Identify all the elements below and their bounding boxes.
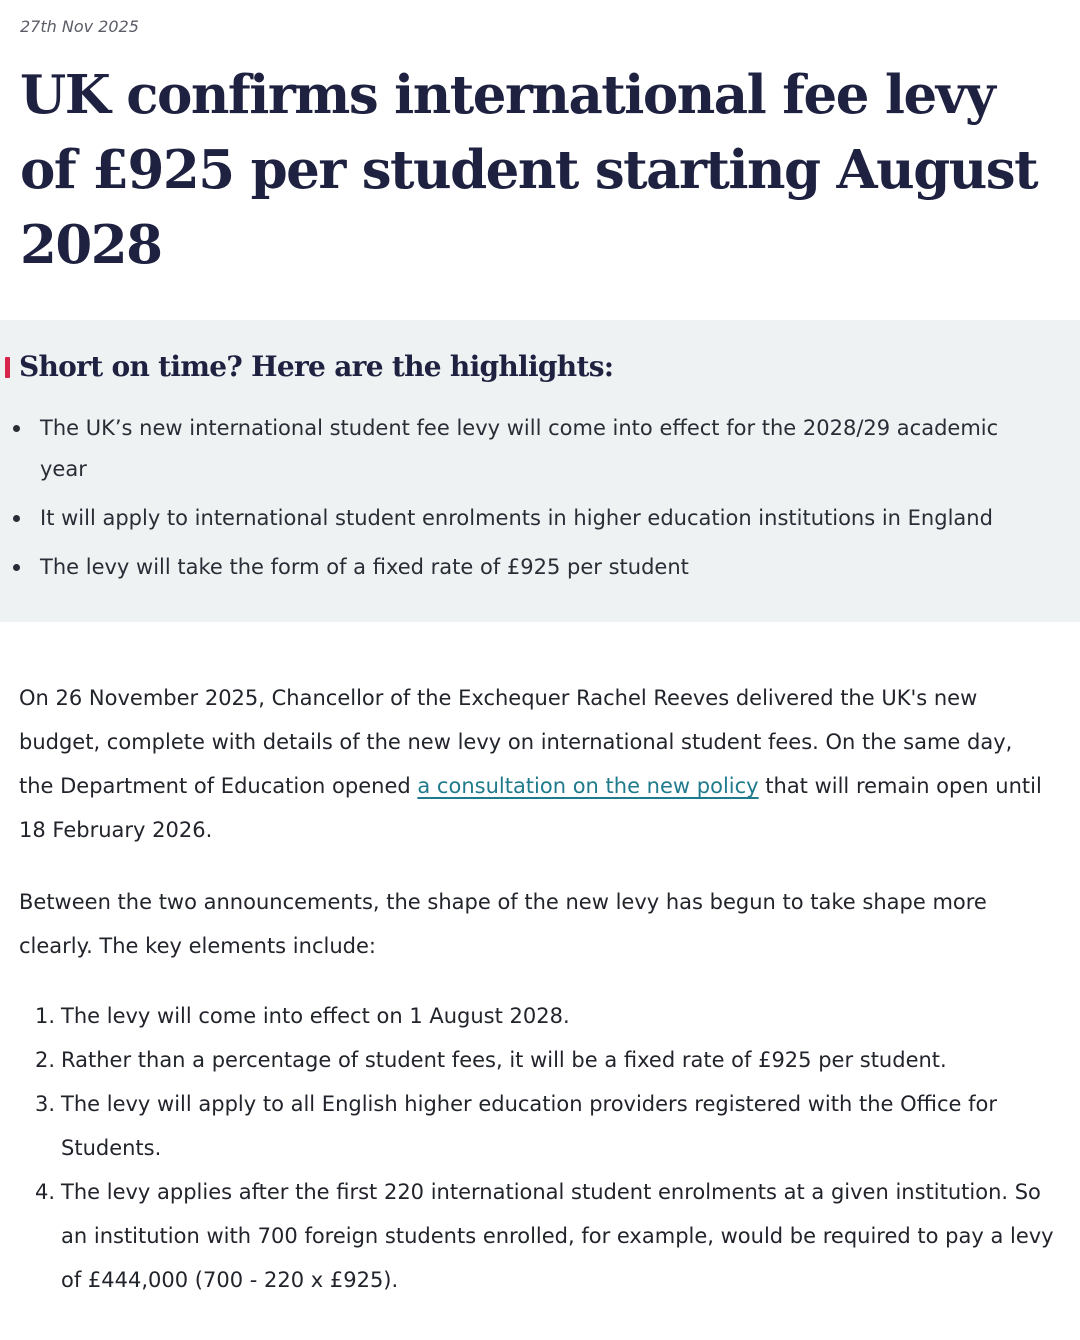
item-number: 2. bbox=[35, 1048, 56, 1072]
highlight-text: It will apply to international student enrolments in higher education institutions in England bbox=[40, 506, 993, 530]
bullet-icon bbox=[13, 515, 20, 522]
highlight-item bbox=[0, 498, 1030, 539]
bullet-icon bbox=[13, 564, 20, 571]
item-text: The levy applies after the first 220 international student enrolments at a given institution. So an institution with 700 foreign students enrolled, for example, would be required to pay a levy of £444,000 (700 - 220 x £925). bbox=[61, 1180, 1054, 1292]
key-element-item bbox=[0, 1082, 1061, 1170]
key-element-item bbox=[0, 1170, 1061, 1302]
accent-bar bbox=[5, 357, 10, 378]
key-elements-list bbox=[0, 994, 1080, 1302]
item-number: 4. bbox=[35, 1180, 56, 1204]
p1-text-before: On 26 November 2025, Chancellor of the Exchequer Rachel Reeves delivered the UK's new budget, complete with details of the new levy on international student fees. On the same day, the Department of Education opened bbox=[19, 686, 1013, 798]
body-paragraph-1 bbox=[19, 676, 1049, 852]
highlight-item bbox=[0, 408, 1030, 490]
item-text: The levy will come into effect on 1 August 2028. bbox=[61, 1004, 570, 1028]
highlights-list bbox=[0, 408, 1080, 596]
article-headline: UK confirms international fee levy of £925 per student starting August 2028 bbox=[20, 64, 1038, 276]
highlight-text: The UK’s new international student fee levy will come into effect for the 2028/29 academic year bbox=[40, 416, 999, 481]
item-text: Rather than a percentage of student fees, it will be a fixed rate of £925 per student. bbox=[61, 1048, 947, 1072]
bullet-icon bbox=[13, 425, 20, 432]
item-text: The levy will apply to all English higher education providers registered with the Office for Students. bbox=[61, 1092, 997, 1160]
key-element-item bbox=[0, 994, 1061, 1038]
item-number: 1. bbox=[35, 1004, 56, 1028]
body-paragraph-2: Between the two announcements, the shape of the new levy has begun to take shape more clearly. The key elements include: bbox=[19, 890, 987, 958]
article-date: 27th Nov 2025 bbox=[20, 17, 139, 36]
consultation-link[interactable]: a consultation on the new policy bbox=[417, 774, 759, 798]
highlights-title-text: Short on time? Here are the highlights: bbox=[19, 350, 614, 383]
p1-text-after: that will remain open until 18 February 2026. bbox=[19, 774, 1042, 842]
highlight-item bbox=[0, 547, 1030, 588]
item-number: 3. bbox=[35, 1092, 56, 1116]
highlights-title bbox=[5, 346, 613, 388]
key-element-item bbox=[0, 1038, 1061, 1082]
highlight-text: The levy will take the form of a fixed rate of £925 per student bbox=[40, 555, 689, 579]
